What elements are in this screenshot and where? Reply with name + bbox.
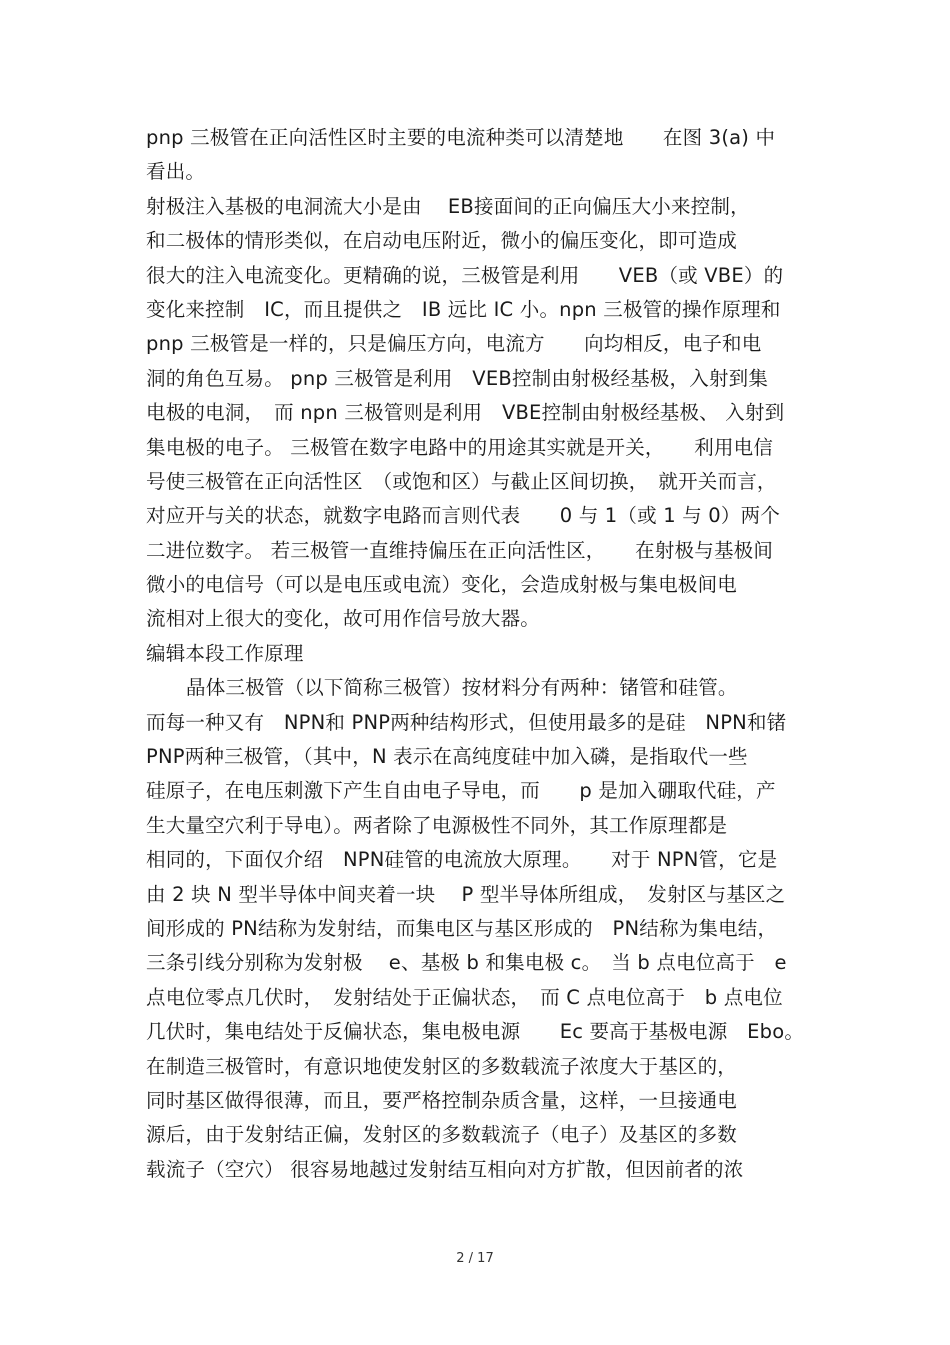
- text-line-2: 看出。: [146, 160, 206, 184]
- text-line-26: 点电位零点几伏时， 发射结处于正偏状态， 而 C 点电位高于 b 点电位: [146, 985, 783, 1009]
- text-line-28: 在制造三极管时，有意识地使发射区的多数载流子浓度大于基区的，: [146, 1054, 738, 1078]
- text-line-13: 二进位数字。 若三极管一直维持偏压在正向活性区， 在射极与基极间: [146, 538, 774, 562]
- text-line-23: 由 2 块 N 型半导体中间夹着一块 P 型半导体所组成， 发射区与基区之: [146, 882, 786, 906]
- text-line-21: 生大量空穴利于导电）。两者除了电源极性不同外，其工作原理都是: [146, 813, 728, 837]
- text-line-30: 源后，由于发射结正偏，发射区的多数载流子（电子）及基区的多数: [146, 1123, 738, 1147]
- text-line-22: 相同的，下面仅介绍 NPN硅管的电流放大原理。 对于 NPN管，它是: [146, 848, 778, 872]
- text-line-5: 很大的注入电流变化。更精确的说，三极管是利用 VEB（或 VBE）的: [146, 263, 784, 287]
- text-line-17: 晶体三极管（以下简称三极管）按材料分有两种：锗管和硅管。: [186, 676, 738, 700]
- text-line-11: 号使三极管在正向活性区 （或饱和区）与截止区间切换， 就开关而言，: [146, 469, 777, 493]
- text-line-1: pnp 三极管在正向活性区时主要的电流种类可以清楚地 在图 3(a) 中: [146, 126, 776, 149]
- document-body: [146, 121, 816, 1187]
- text-line-6: 变化来控制 IC，而且提供之 IB 远比 IC 小。npn 三极管的操作原理和: [146, 297, 781, 321]
- text-line-7: pnp 三极管是一样的，只是偏压方向，电流方 向均相反，电子和电: [146, 332, 762, 356]
- text-line-31: 载流子（空穴） 很容易地越过发射结互相向对方扩散，但因前者的浓: [146, 1157, 744, 1181]
- text-line-20: 硅原子，在电压刺激下产生自由电子导电，而 p 是加入硼取代硅，产: [146, 779, 776, 803]
- text-line-3: 射极注入基极的电洞流大小是由 EB接面间的正向偏压大小来控制，: [146, 194, 750, 218]
- text-line-10: 集电极的电子。 三极管在数字电路中的用途其实就是开关， 利用电信: [146, 435, 774, 459]
- text-line-14: 微小的电信号（可以是电压或电流）变化，会造成射极与集电极间电: [146, 573, 738, 597]
- text-line-9: 电极的电洞， 而 npn 三极管则是利用 VBE控制由射极经基极、 入射到: [146, 401, 785, 425]
- text-line-8: 洞的角色互易。 pnp 三极管是利用 VEB控制由射极经基极，入射到集: [146, 366, 769, 390]
- text-line-29: 同时基区做得很薄，而且，要严格控制杂质含量，这样，一旦接通电: [146, 1088, 738, 1112]
- text-line-12: 对应开与关的状态，就数字电路而言则代表 0 与 1（或 1 与 0）两个: [146, 504, 781, 528]
- text-line-19: PNP两种三极管，（其中，N 表示在高纯度硅中加入磷，是指取代一些: [146, 745, 748, 769]
- page-number: 2 / 17: [456, 1251, 494, 1266]
- text-line-24: 间形成的 PN结称为发射结，而集电区与基区形成的 PN结称为集电结，: [146, 916, 778, 940]
- text-line-15: 流相对上很大的变化，故可用作信号放大器。: [146, 607, 541, 631]
- text-line-4: 和二极体的情形类似，在启动电压附近，微小的偏压变化，即可造成: [146, 229, 738, 253]
- text-line-18: 而每一种又有 NPN和 PNP两种结构形式，但使用最多的是硅 NPN和锗: [146, 710, 787, 734]
- section-heading: 编辑本段工作原理: [146, 641, 304, 665]
- text-line-25: 三条引线分别称为发射极 e、基极 b 和集电极 c。 当 b 点电位高于 e: [146, 951, 787, 975]
- text-line-27: 几伏时，集电结处于反偏状态，集电极电源 Ec 要高于基极电源 Ebo。: [146, 1020, 805, 1044]
